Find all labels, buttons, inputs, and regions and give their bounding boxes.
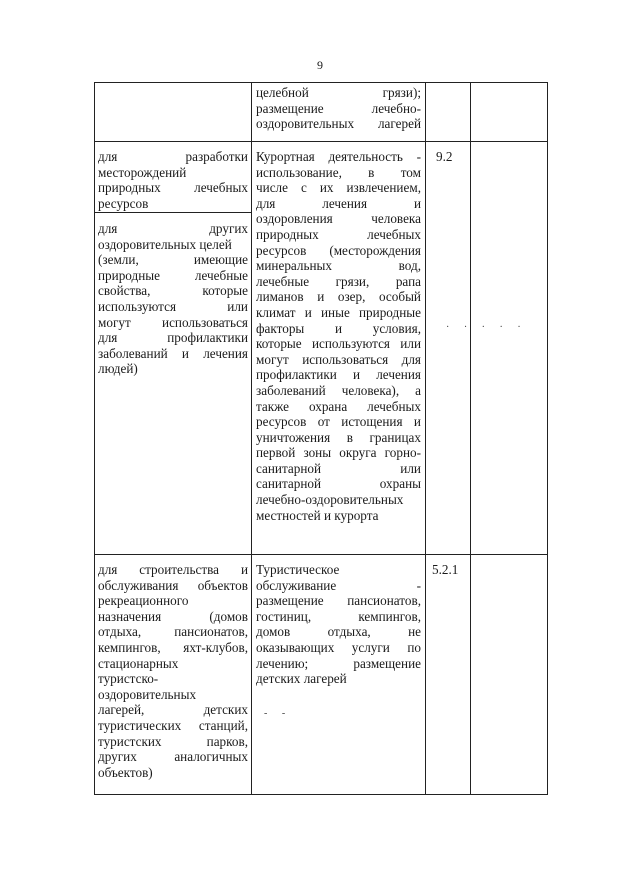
table-border-top <box>94 82 548 83</box>
name-line: назначения (домов <box>98 608 248 624</box>
name-line: природные лечебные <box>98 267 248 283</box>
description-line: размещение пансионатов, <box>256 593 421 609</box>
description-line: гостиниц, кемпингов, <box>256 608 421 624</box>
description-line: которые используются или <box>256 336 421 352</box>
description-line: также охрана лечебных <box>256 398 421 414</box>
description-line: лечению; размещение <box>256 655 421 671</box>
name-line: месторождений <box>98 164 187 180</box>
table-row <box>98 149 248 211</box>
name-line: кемпингов, яхт-клубов, <box>98 639 248 655</box>
code-cell: 5.2.1 <box>432 562 459 577</box>
description-line: санитарной или <box>256 460 421 476</box>
description-line: оказывающих услуги по <box>256 639 421 655</box>
row-divider-1 <box>94 141 548 142</box>
description-line: местностей и курорта <box>256 507 379 523</box>
table-row <box>256 85 421 132</box>
column-divider-description <box>425 82 426 795</box>
description-line: числе с их извлечением, <box>256 180 421 196</box>
name-line: лагерей, детских <box>98 702 248 718</box>
name-line: стационарных <box>98 655 179 671</box>
description-line: санитарной охраны <box>256 476 421 492</box>
name-line: (земли, имеющие <box>98 252 248 268</box>
description-line: факторы и условия, <box>256 320 421 336</box>
name-line: туристических станций, <box>98 717 248 733</box>
name-line: объектов) <box>98 764 153 780</box>
name-line: оздоровительных <box>98 686 197 702</box>
name-line: могут использоваться <box>98 314 248 330</box>
description-line: размещение лечебно- <box>256 100 421 116</box>
scan-specks: · · · · · <box>446 322 527 333</box>
name-line: используются или <box>98 298 248 314</box>
name-line: для профилактики <box>98 330 248 346</box>
name-line: свойства, которые <box>98 283 248 299</box>
description-line: могут использоваться для <box>256 351 421 367</box>
name-cell-divider <box>94 212 252 213</box>
land-use-table <box>94 82 548 795</box>
table-row <box>98 562 248 780</box>
description-line: уничтожения в границах <box>256 429 421 445</box>
name-line: оздоровительных целей <box>98 236 232 252</box>
name-line: рекреационного <box>98 593 189 609</box>
description-line: оздоровительных лагерей <box>256 116 421 132</box>
name-line: отдыха, пансионатов, <box>98 624 248 640</box>
name-line: ресурсов <box>98 195 149 211</box>
name-line: туристско- <box>98 671 159 687</box>
description-line: климат и иные природные <box>256 304 421 320</box>
name-line: природных лечебных <box>98 180 248 196</box>
description-cell <box>256 562 421 687</box>
scan-specks: - - <box>264 708 292 719</box>
description-line: Туристическое <box>256 562 340 577</box>
row-divider-2 <box>94 554 548 555</box>
name-line: туристских парков, <box>98 733 248 749</box>
description-line: заболеваний человека), а <box>256 382 421 398</box>
description-line: минеральных вод, <box>256 258 421 274</box>
description-line: домов отдыха, не <box>256 624 421 640</box>
name-line: для разработки <box>98 149 248 164</box>
column-divider-name <box>251 82 252 795</box>
description-line: оздоровления человека <box>256 211 421 227</box>
table-border-bottom <box>94 794 548 795</box>
description-line: для лечения и <box>256 195 421 211</box>
column-divider-code <box>470 82 471 795</box>
page-number: 9 <box>317 58 323 72</box>
description-line: ресурсов от истощения и <box>256 414 421 430</box>
description-line: природных лечебных <box>256 226 421 242</box>
description-line: первой зоны округа горно- <box>256 445 421 461</box>
description-line: использование, в том <box>256 164 421 180</box>
name-line: людей) <box>98 361 138 377</box>
description-line: целебной грязи); <box>256 85 421 100</box>
table-border-left <box>94 82 95 795</box>
description-line: обслуживание - <box>256 577 421 593</box>
name-line: заболеваний и лечения <box>98 345 248 361</box>
description-line: детских лагерей <box>256 671 347 687</box>
description-cell <box>256 149 421 523</box>
name-cell-secondary <box>98 221 248 377</box>
name-line: для других <box>98 221 248 236</box>
description-line: профилактики и лечения <box>256 367 421 383</box>
table-border-right <box>547 82 548 795</box>
name-line: для строительства и <box>98 562 248 577</box>
description-line: Курортная деятельность - <box>256 149 421 164</box>
name-line: обслуживания объектов <box>98 577 248 593</box>
description-line: лечебные грязи, рапа <box>256 273 421 289</box>
description-line: ресурсов (месторождения <box>256 242 421 258</box>
name-line: других аналогичных <box>98 749 248 765</box>
code-cell: 9.2 <box>436 149 453 164</box>
description-line: лиманов и озер, особый <box>256 289 421 305</box>
description-line: лечебно-оздоровительных <box>256 492 404 508</box>
